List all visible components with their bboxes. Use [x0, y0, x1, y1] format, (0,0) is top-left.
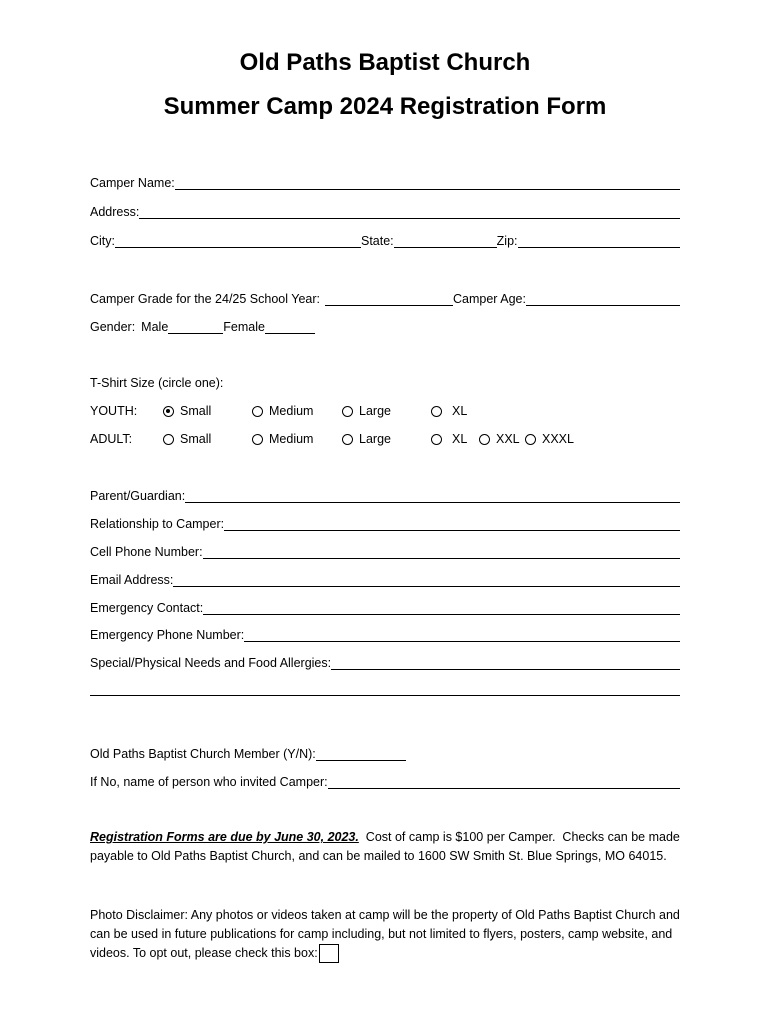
email-field[interactable]	[173, 573, 680, 587]
emergency-phone-field[interactable]	[244, 628, 680, 642]
radio-icon[interactable]	[163, 434, 174, 445]
relationship-label: Relationship to Camper:	[90, 517, 225, 531]
address-field[interactable]	[139, 205, 680, 219]
emergency-contact-label: Emergency Contact:	[90, 601, 204, 615]
female-field[interactable]	[265, 320, 315, 334]
city-label: City:	[90, 234, 115, 248]
state-label: State:	[361, 234, 394, 248]
registration-notice	[90, 828, 690, 866]
zip-label: Zip:	[496, 234, 518, 248]
address-row	[90, 203, 680, 219]
cell-label: Cell Phone Number:	[90, 545, 203, 559]
male-label: Male	[141, 320, 169, 334]
needs-field-line-2[interactable]	[90, 682, 680, 696]
relationship-field[interactable]	[224, 517, 680, 531]
adult-xxxl-option[interactable]: XXXL	[525, 432, 574, 446]
gender-label: Gender:	[90, 320, 136, 334]
city-state-zip-row	[90, 232, 680, 248]
parent-field[interactable]	[185, 489, 680, 503]
zip-field[interactable]	[518, 234, 680, 248]
age-field[interactable]	[526, 292, 680, 306]
youth-xl-option[interactable]: XL	[431, 404, 467, 418]
female-label: Female	[223, 320, 265, 334]
emergency-contact-field[interactable]	[203, 601, 680, 615]
emergency-contact-row	[90, 599, 680, 615]
youth-small-option[interactable]: Small	[163, 404, 211, 418]
camper-name-label: Camper Name:	[90, 176, 175, 190]
radio-icon[interactable]	[431, 434, 442, 445]
adult-small-option[interactable]: Small	[163, 432, 211, 446]
emergency-phone-row	[90, 626, 680, 642]
adult-large-option[interactable]: Large	[342, 432, 391, 446]
grade-label: Camper Grade for the 24/25 School Year:	[90, 292, 321, 306]
cell-row	[90, 543, 680, 559]
male-field[interactable]	[168, 320, 223, 334]
radio-icon[interactable]	[479, 434, 490, 445]
radio-icon[interactable]	[342, 406, 353, 417]
needs-row	[90, 654, 680, 670]
disclaimer-text: Photo Disclaimer: Any photos or videos taken at camp will be the property of Old Paths Baptist Church and can be used in future publications for camp including, but not limited to flyers, posters, camp website, and videos. To opt out, please check this box:	[90, 908, 680, 960]
form-title: Summer Camp 2024 Registration Form	[163, 93, 607, 120]
invited-row	[90, 773, 680, 789]
invited-field[interactable]	[328, 775, 680, 789]
opt-out-checkbox[interactable]	[319, 944, 339, 963]
member-label: Old Paths Baptist Church Member (Y/N):	[90, 747, 316, 761]
invited-label: If No, name of person who invited Camper:	[90, 775, 328, 789]
age-label: Camper Age:	[453, 292, 526, 306]
radio-icon[interactable]	[431, 406, 442, 417]
grade-field[interactable]	[325, 292, 453, 306]
needs-label: Special/Physical Needs and Food Allergies:	[90, 656, 332, 670]
emergency-phone-label: Emergency Phone Number:	[90, 628, 245, 642]
cell-field[interactable]	[203, 545, 680, 559]
gender-row	[90, 318, 680, 334]
cost-text: Cost of camp is $100 per Camper. Checks can be made payable to Old Paths Baptist Church, and can be mailed to 1600 SW Smith St. Blue Springs, MO 64015.	[90, 830, 684, 863]
address-label: Address:	[90, 205, 140, 219]
camper-name-row	[90, 174, 680, 190]
grade-age-row	[90, 290, 680, 306]
adult-medium-option[interactable]: Medium	[252, 432, 313, 446]
adult-xxl-option[interactable]: XXL	[479, 432, 520, 446]
member-field[interactable]	[316, 747, 406, 761]
radio-icon[interactable]	[252, 434, 263, 445]
radio-icon[interactable]	[163, 406, 174, 417]
needs-field[interactable]	[331, 656, 680, 670]
photo-disclaimer	[90, 906, 682, 963]
radio-icon[interactable]	[252, 406, 263, 417]
parent-label: Parent/Guardian:	[90, 489, 186, 503]
relationship-row	[90, 515, 680, 531]
email-label: Email Address:	[90, 573, 174, 587]
email-row	[90, 571, 680, 587]
youth-medium-option[interactable]: Medium	[252, 404, 313, 418]
needs-row-2	[90, 680, 680, 696]
camper-name-field[interactable]	[175, 176, 680, 190]
due-date-text: Registration Forms are due by June 30, 2023.	[90, 830, 359, 844]
member-row	[90, 745, 680, 761]
radio-icon[interactable]	[525, 434, 536, 445]
tshirt-heading: T-Shirt Size (circle one):	[90, 376, 224, 390]
youth-label: YOUTH:	[90, 404, 138, 418]
city-field[interactable]	[115, 234, 361, 248]
youth-large-option[interactable]: Large	[342, 404, 391, 418]
adult-xl-option[interactable]: XL	[431, 432, 467, 446]
parent-row	[90, 487, 680, 503]
radio-icon[interactable]	[342, 434, 353, 445]
adult-label: ADULT:	[90, 432, 133, 446]
state-field[interactable]	[394, 234, 497, 248]
church-name: Old Paths Baptist Church	[239, 49, 531, 76]
